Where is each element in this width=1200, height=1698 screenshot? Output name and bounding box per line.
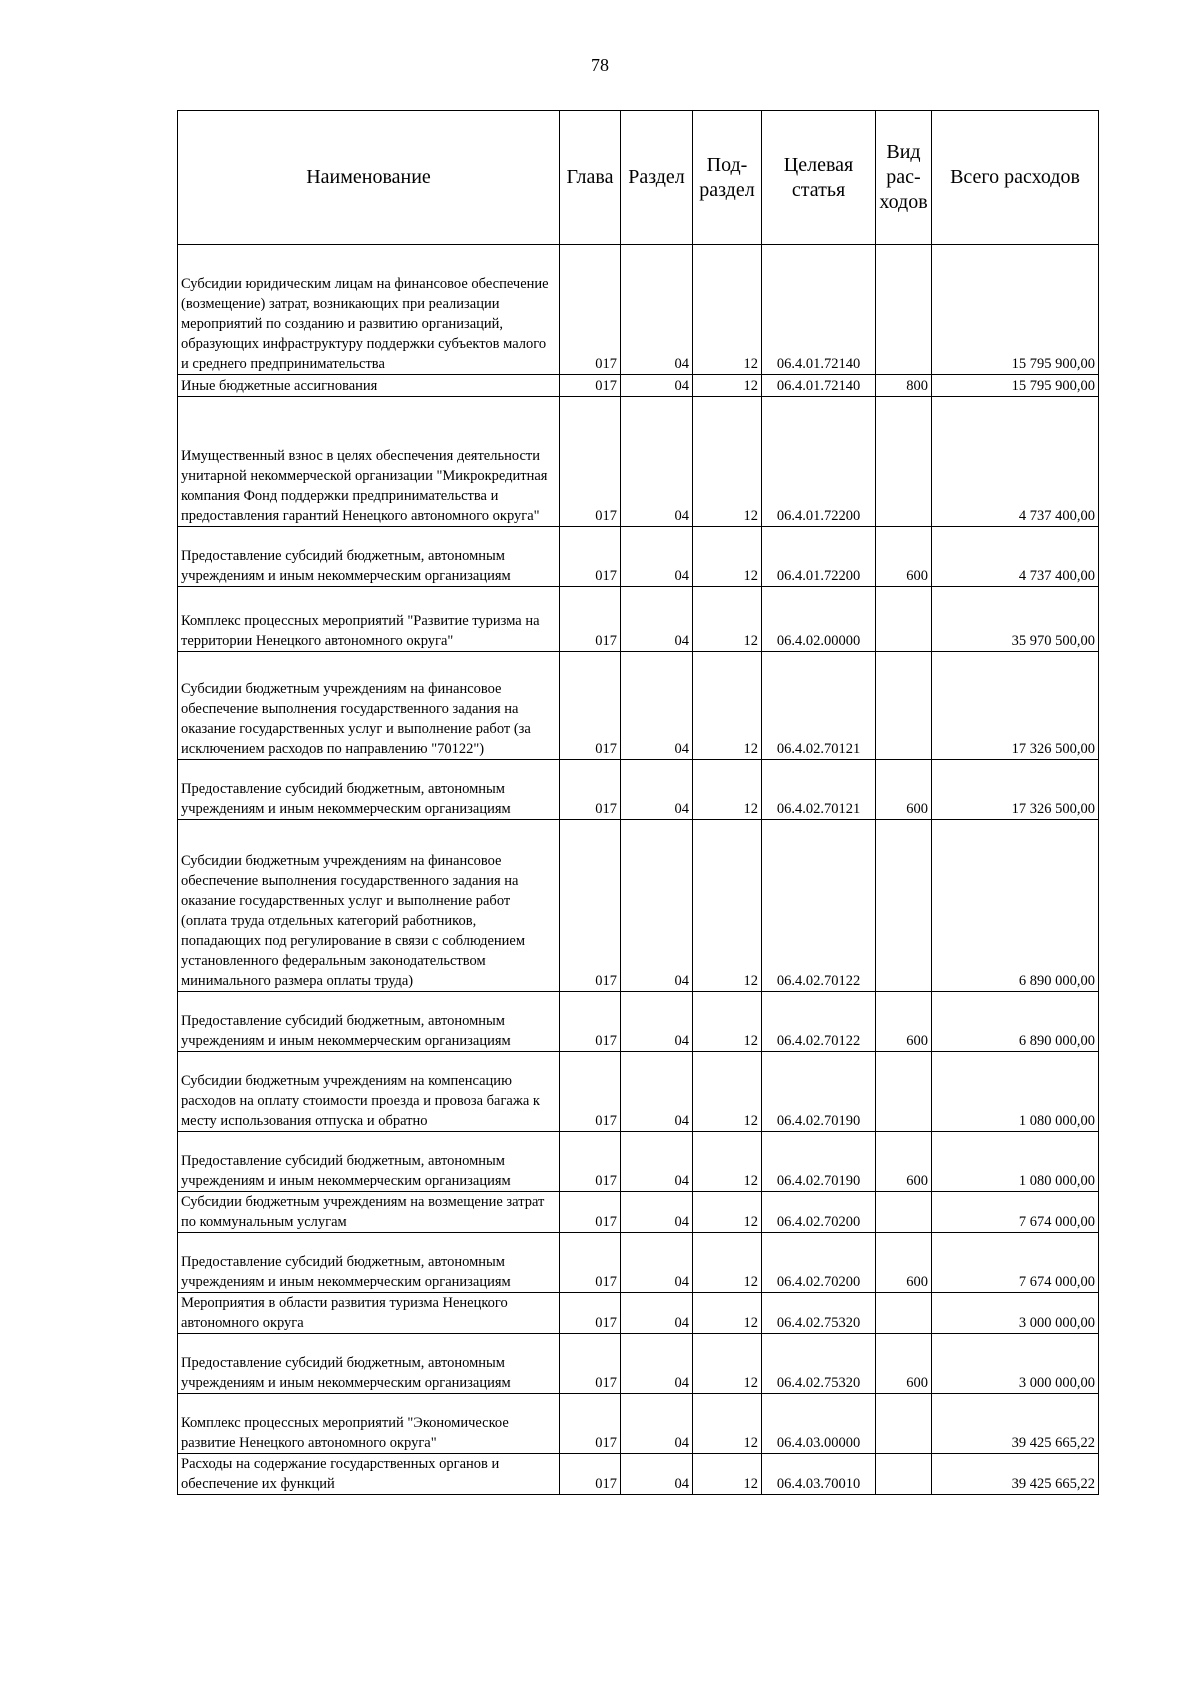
header-name: Наименование (178, 111, 560, 245)
row-section-cell: 04 (621, 1052, 693, 1132)
row-expense-type-cell (876, 587, 932, 652)
row-expense-type-cell: 600 (876, 760, 932, 820)
row-target-cell: 06.4.02.75320 (762, 1293, 876, 1334)
row-name-cell: Предоставление субсидий бюджетным, автономным учреждениям и иным некоммерческим организациям (178, 760, 560, 820)
row-amount-cell: 3 000 000,00 (932, 1293, 1099, 1334)
row-subsection-cell: 12 (693, 1132, 762, 1192)
row-target-cell: 06.4.02.70200 (762, 1233, 876, 1293)
row-subsection-cell: 12 (693, 1192, 762, 1233)
row-section-cell: 04 (621, 1132, 693, 1192)
row-section-cell: 04 (621, 397, 693, 527)
table-row (178, 587, 1099, 652)
row-target-cell: 06.4.03.00000 (762, 1394, 876, 1454)
row-chapter-cell: 017 (560, 397, 621, 527)
row-chapter-cell: 017 (560, 375, 621, 397)
row-amount-cell: 6 890 000,00 (932, 820, 1099, 992)
row-target-cell: 06.4.01.72200 (762, 397, 876, 527)
row-subsection-cell: 12 (693, 245, 762, 375)
row-expense-type-cell: 600 (876, 992, 932, 1052)
row-chapter-cell: 017 (560, 820, 621, 992)
row-expense-type-cell: 600 (876, 527, 932, 587)
header-subsection: Под-раздел (693, 111, 762, 245)
table-row (178, 652, 1099, 760)
row-chapter-cell: 017 (560, 652, 621, 760)
header-chapter: Глава (560, 111, 621, 245)
row-section-cell: 04 (621, 1394, 693, 1454)
row-subsection-cell: 12 (693, 1293, 762, 1334)
row-chapter-cell: 017 (560, 1394, 621, 1454)
row-section-cell: 04 (621, 760, 693, 820)
table-row (178, 1334, 1099, 1394)
row-expense-type-cell (876, 397, 932, 527)
row-subsection-cell: 12 (693, 1052, 762, 1132)
row-amount-cell: 1 080 000,00 (932, 1132, 1099, 1192)
row-name-cell: Комплекс процессных мероприятий "Экономическое развитие Ненецкого автономного округа" (178, 1394, 560, 1454)
row-target-cell: 06.4.02.70190 (762, 1052, 876, 1132)
header-section: Раздел (621, 111, 693, 245)
row-section-cell: 04 (621, 1454, 693, 1495)
row-amount-cell: 39 425 665,22 (932, 1454, 1099, 1495)
row-name-cell: Субсидии бюджетным учреждениям на финансовое обеспечение выполнения государственного задания на оказание государственных услуг и выполнение работ (за исключением расходов по направлению "70122") (178, 652, 560, 760)
table-row (178, 527, 1099, 587)
row-chapter-cell: 017 (560, 587, 621, 652)
row-chapter-cell: 017 (560, 1454, 621, 1495)
row-target-cell: 06.4.01.72200 (762, 527, 876, 587)
row-chapter-cell: 017 (560, 527, 621, 587)
row-target-cell: 06.4.02.70122 (762, 992, 876, 1052)
row-chapter-cell: 017 (560, 1052, 621, 1132)
row-section-cell: 04 (621, 820, 693, 992)
row-subsection-cell: 12 (693, 1454, 762, 1495)
row-chapter-cell: 017 (560, 1233, 621, 1293)
row-subsection-cell: 12 (693, 1233, 762, 1293)
header-expense-type: Вид рас-ходов (876, 111, 932, 245)
row-amount-cell: 17 326 500,00 (932, 652, 1099, 760)
row-target-cell: 06.4.01.72140 (762, 375, 876, 397)
row-expense-type-cell: 600 (876, 1334, 932, 1394)
row-chapter-cell: 017 (560, 992, 621, 1052)
row-amount-cell: 15 795 900,00 (932, 375, 1099, 397)
row-subsection-cell: 12 (693, 1334, 762, 1394)
row-name-cell: Субсидии бюджетным учреждениям на компенсацию расходов на оплату стоимости проезда и провоза багажа к месту использования отпуска и обратно (178, 1052, 560, 1132)
row-target-cell: 06.4.02.70122 (762, 820, 876, 992)
row-expense-type-cell (876, 1192, 932, 1233)
row-amount-cell: 7 674 000,00 (932, 1192, 1099, 1233)
row-name-cell: Субсидии бюджетным учреждениям на финансовое обеспечение выполнения государственного задания на оказание государственных услуг и выполнение работ (оплата труда отдельных категорий работников, попадающих под регулирование в связи с соблюдением установленного федеральным законодательством минимального размера оплаты труда) (178, 820, 560, 992)
row-section-cell: 04 (621, 1192, 693, 1233)
row-amount-cell: 4 737 400,00 (932, 397, 1099, 527)
row-amount-cell: 17 326 500,00 (932, 760, 1099, 820)
table-row (178, 760, 1099, 820)
table-row (178, 820, 1099, 992)
row-name-cell: Предоставление субсидий бюджетным, автономным учреждениям и иным некоммерческим организациям (178, 1132, 560, 1192)
row-target-cell: 06.4.02.70121 (762, 652, 876, 760)
header-target-item: Целевая статья (762, 111, 876, 245)
row-name-cell: Имущественный взнос в целях обеспечения деятельности унитарной некоммерческой организации "Микрокредитная компания Фонд поддержки предпринимательства и предоставления гарантий Ненецкого автономного округа" (178, 397, 560, 527)
row-chapter-cell: 017 (560, 245, 621, 375)
row-section-cell: 04 (621, 375, 693, 397)
row-amount-cell: 1 080 000,00 (932, 1052, 1099, 1132)
row-name-cell: Расходы на содержание государственных органов и обеспечение их функций (178, 1454, 560, 1495)
row-amount-cell: 7 674 000,00 (932, 1233, 1099, 1293)
row-section-cell: 04 (621, 652, 693, 760)
row-subsection-cell: 12 (693, 527, 762, 587)
page-number: 78 (591, 55, 609, 75)
row-section-cell: 04 (621, 245, 693, 375)
table-header-row (178, 111, 1099, 245)
row-name-cell: Предоставление субсидий бюджетным, автономным учреждениям и иным некоммерческим организациям (178, 1233, 560, 1293)
row-chapter-cell: 017 (560, 1132, 621, 1192)
row-section-cell: 04 (621, 527, 693, 587)
row-target-cell: 06.4.02.70200 (762, 1192, 876, 1233)
row-expense-type-cell (876, 652, 932, 760)
row-name-cell: Субсидии бюджетным учреждениям на возмещение затрат по коммунальным услугам (178, 1192, 560, 1233)
row-subsection-cell: 12 (693, 992, 762, 1052)
row-amount-cell: 6 890 000,00 (932, 992, 1099, 1052)
row-amount-cell: 3 000 000,00 (932, 1334, 1099, 1394)
row-expense-type-cell: 600 (876, 1132, 932, 1192)
row-expense-type-cell (876, 1394, 932, 1454)
row-target-cell: 06.4.02.70121 (762, 760, 876, 820)
row-section-cell: 04 (621, 1293, 693, 1334)
row-name-cell: Иные бюджетные ассигнования (178, 375, 560, 397)
table-row (178, 375, 1099, 397)
row-section-cell: 04 (621, 1233, 693, 1293)
row-subsection-cell: 12 (693, 587, 762, 652)
row-expense-type-cell (876, 245, 932, 375)
row-name-cell: Субсидии юридическим лицам на финансовое обеспечение (возмещение) затрат, возникающих при реализации мероприятий по созданию и развитию организаций, образующих инфраструктуру поддержки субъектов малого и среднего предпринимательства (178, 245, 560, 375)
row-amount-cell: 4 737 400,00 (932, 527, 1099, 587)
row-subsection-cell: 12 (693, 1394, 762, 1454)
table-row (178, 1454, 1099, 1495)
row-target-cell: 06.4.02.75320 (762, 1334, 876, 1394)
table-row (178, 397, 1099, 527)
row-amount-cell: 39 425 665,22 (932, 1394, 1099, 1454)
row-target-cell: 06.4.02.00000 (762, 587, 876, 652)
row-subsection-cell: 12 (693, 375, 762, 397)
row-expense-type-cell (876, 820, 932, 992)
row-amount-cell: 35 970 500,00 (932, 587, 1099, 652)
row-chapter-cell: 017 (560, 760, 621, 820)
row-amount-cell: 15 795 900,00 (932, 245, 1099, 375)
row-section-cell: 04 (621, 992, 693, 1052)
table-row (178, 245, 1099, 375)
row-target-cell: 06.4.01.72140 (762, 245, 876, 375)
table-row (178, 1394, 1099, 1454)
table-row (178, 1132, 1099, 1192)
row-name-cell: Предоставление субсидий бюджетным, автономным учреждениям и иным некоммерческим организациям (178, 527, 560, 587)
row-expense-type-cell: 600 (876, 1233, 932, 1293)
table-row (178, 1233, 1099, 1293)
row-name-cell: Мероприятия в области развития туризма Ненецкого автономного округа (178, 1293, 560, 1334)
row-chapter-cell: 017 (560, 1192, 621, 1233)
header-total: Всего расходов (932, 111, 1099, 245)
row-section-cell: 04 (621, 1334, 693, 1394)
table-row (178, 992, 1099, 1052)
row-subsection-cell: 12 (693, 760, 762, 820)
table-row (178, 1052, 1099, 1132)
table-row (178, 1293, 1099, 1334)
row-name-cell: Комплекс процессных мероприятий "Развитие туризма на территории Ненецкого автономного округа" (178, 587, 560, 652)
row-chapter-cell: 017 (560, 1293, 621, 1334)
table-row (178, 1192, 1099, 1233)
row-chapter-cell: 017 (560, 1334, 621, 1394)
row-target-cell: 06.4.02.70190 (762, 1132, 876, 1192)
budget-table (177, 110, 1099, 1495)
row-expense-type-cell (876, 1052, 932, 1132)
row-subsection-cell: 12 (693, 652, 762, 760)
row-expense-type-cell: 800 (876, 375, 932, 397)
row-expense-type-cell (876, 1454, 932, 1495)
row-target-cell: 06.4.03.70010 (762, 1454, 876, 1495)
row-subsection-cell: 12 (693, 820, 762, 992)
row-name-cell: Предоставление субсидий бюджетным, автономным учреждениям и иным некоммерческим организациям (178, 992, 560, 1052)
row-subsection-cell: 12 (693, 397, 762, 527)
row-expense-type-cell (876, 1293, 932, 1334)
row-section-cell: 04 (621, 587, 693, 652)
row-name-cell: Предоставление субсидий бюджетным, автономным учреждениям и иным некоммерческим организациям (178, 1334, 560, 1394)
